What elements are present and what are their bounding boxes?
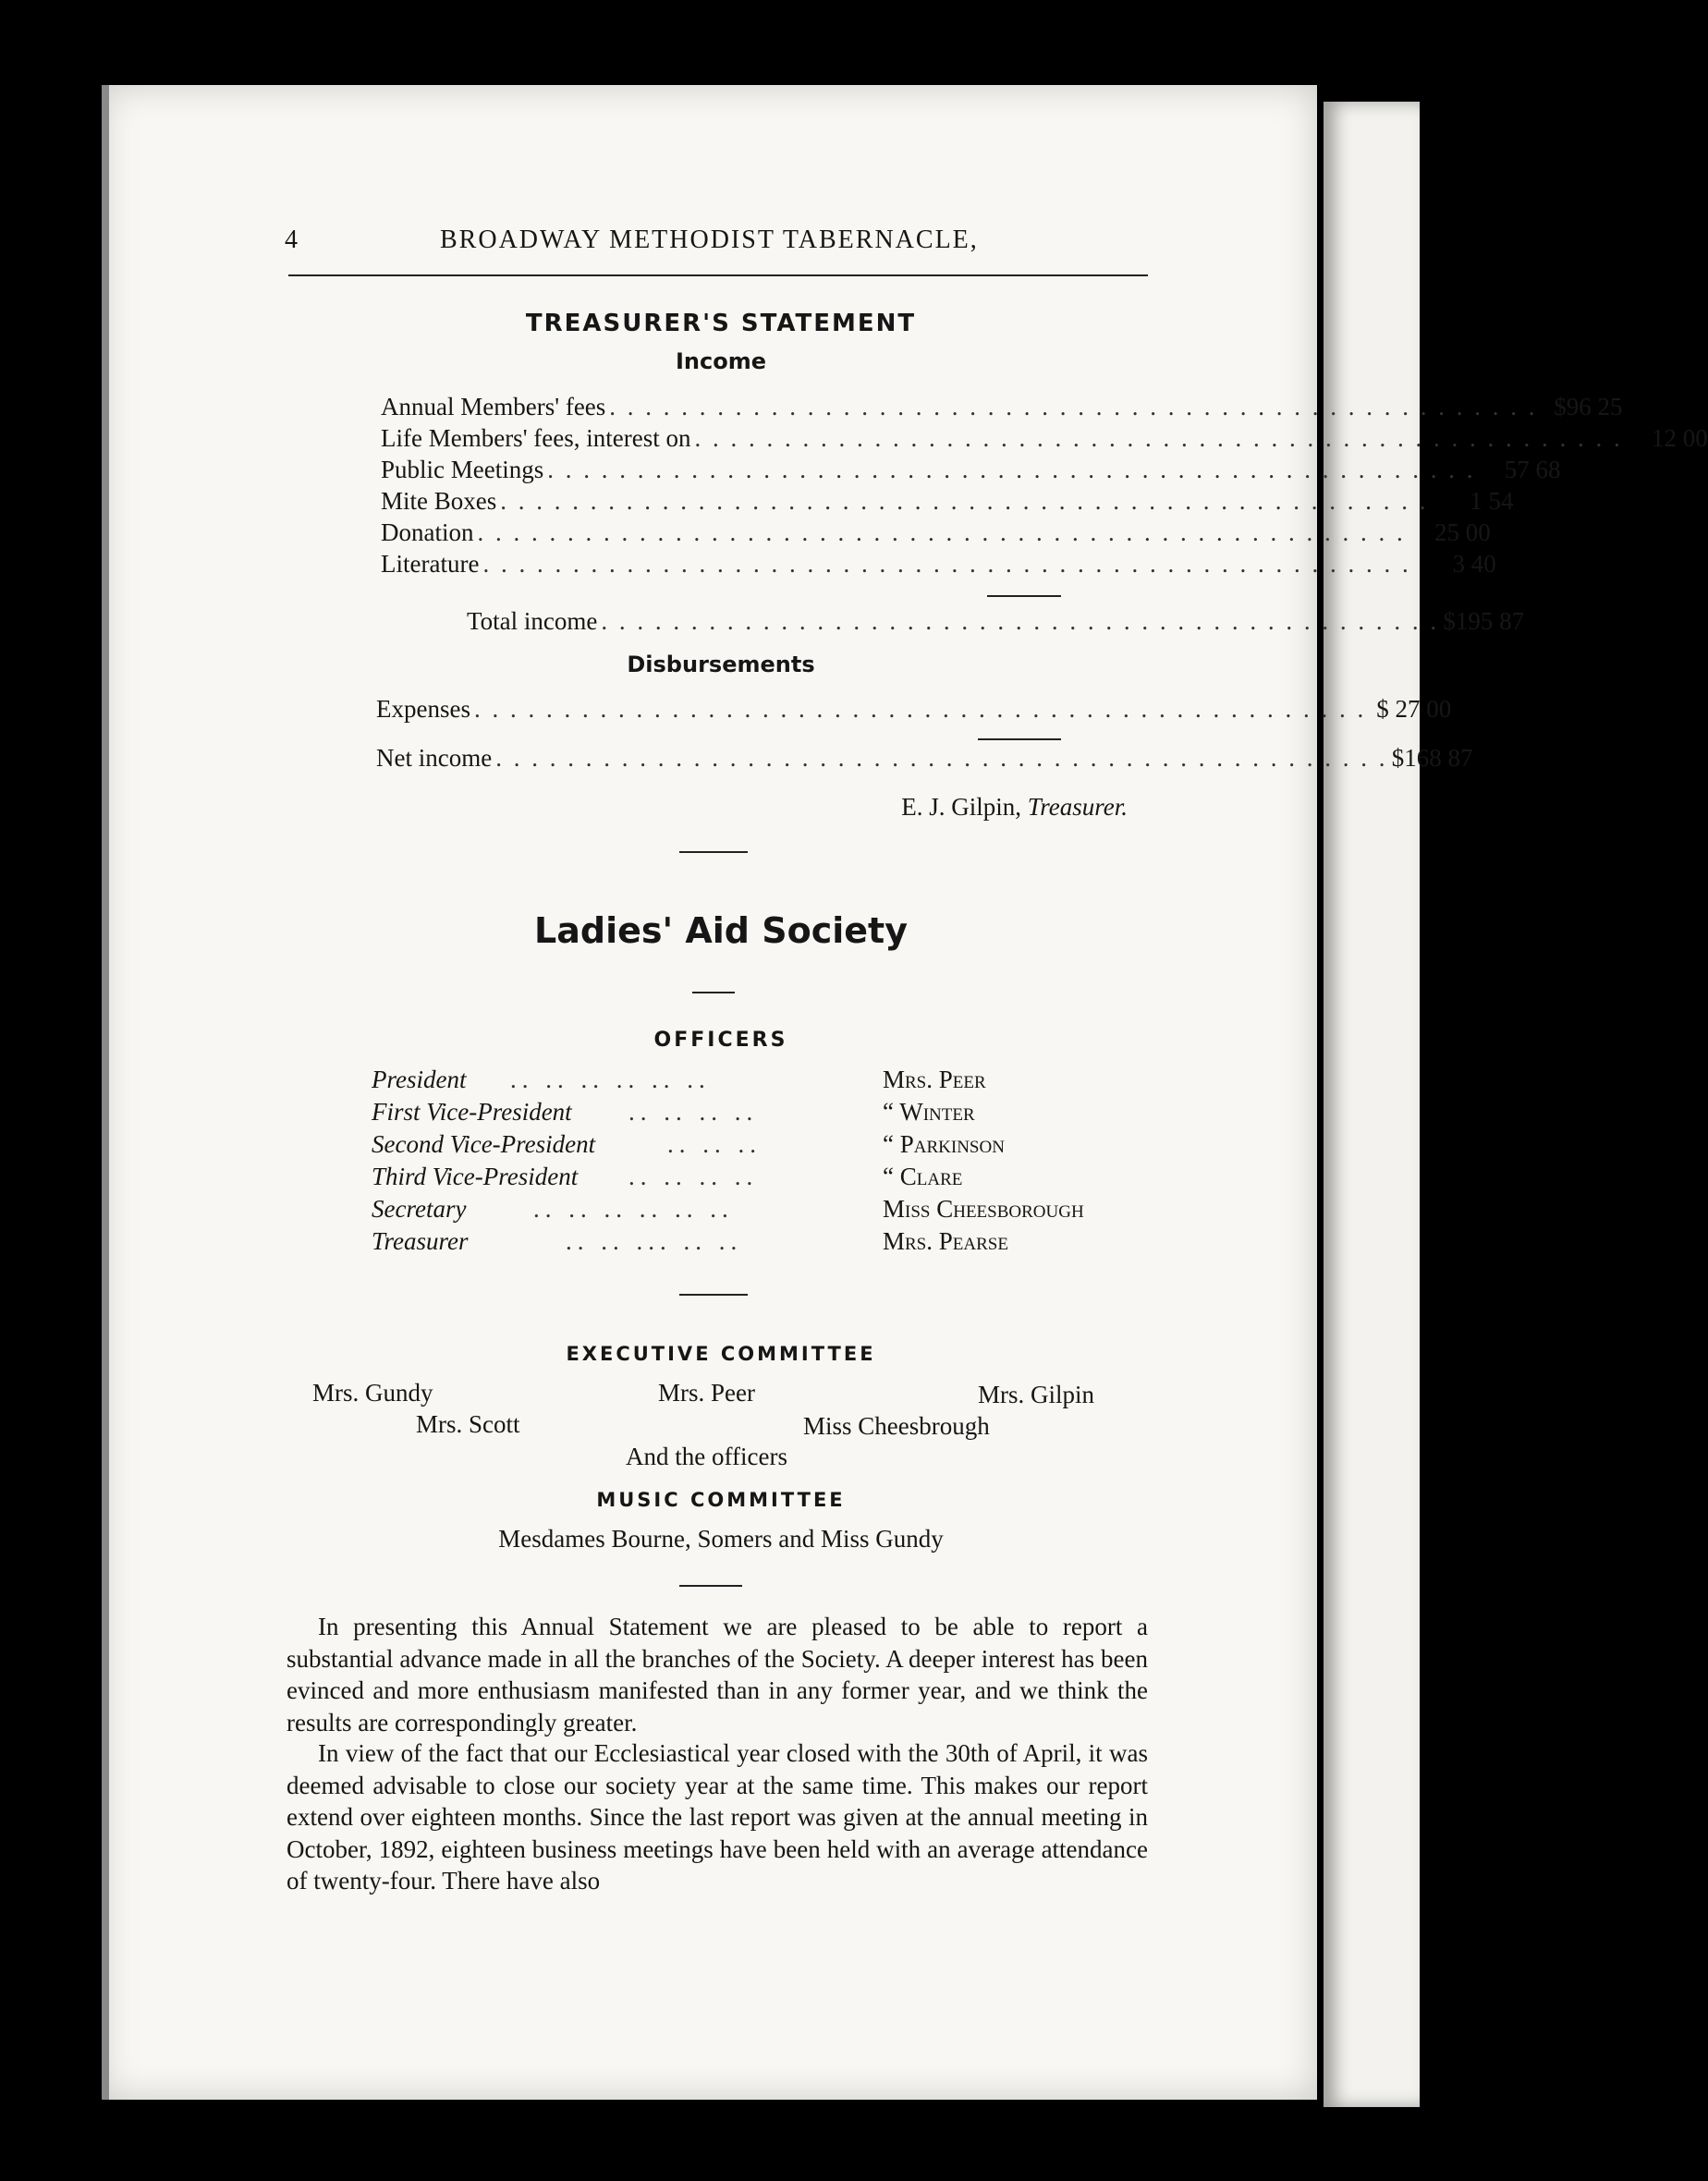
disbursements-heading: Disbursements — [627, 652, 815, 677]
music-committee-heading: MUSIC COMMITTEE — [596, 1489, 846, 1511]
officer-row — [372, 1195, 1129, 1228]
society-title: Ladies' Aid Society — [534, 910, 908, 951]
header-rule — [288, 274, 1148, 276]
section-divider — [679, 851, 748, 853]
page-number: 4 — [285, 225, 298, 254]
expenses-row — [376, 695, 1452, 726]
officer-row — [372, 1066, 1129, 1099]
ledger-label: Donation — [381, 518, 474, 546]
ledger-label: Expenses — [376, 695, 470, 723]
leader-dots: . . . . . . . . . . . . . . . . . . . . . . . . . . . . . . . . . . . . . . . . . . . . . . . . . . . . — [547, 456, 1476, 483]
ledger-row — [381, 424, 1708, 456]
sum-rule — [987, 595, 1061, 597]
committee-member: Mrs. Gundy — [312, 1379, 433, 1407]
treasurer-statement-title: TREASURER'S STATEMENT — [525, 310, 917, 337]
leader-dots: . . . . . . . . . . . . . . . . . . . . . . . . . . . . . . . . . . . . . . . . . . . . . . . . . . . . — [500, 487, 1429, 515]
officer-role: Third Vice-President — [372, 1163, 579, 1190]
section-divider — [679, 1294, 748, 1296]
sum-rule — [978, 738, 1061, 740]
leader-dots: .. .. .. .. — [628, 1163, 759, 1190]
leader-dots: .. .. ... .. .. — [566, 1227, 743, 1255]
ledger-row — [381, 393, 1623, 424]
signature-name: E. J. Gilpin, — [901, 793, 1021, 821]
officer-row — [372, 1227, 1129, 1261]
officer-role: First Vice-President — [372, 1098, 572, 1126]
ledger-label: Literature — [381, 550, 480, 578]
ledger-row — [381, 456, 1561, 487]
ledger-label: Life Members' fees, interest on — [381, 424, 691, 452]
running-head: BROADWAY METHODIST TABERNACLE, — [440, 225, 979, 254]
officer-row — [372, 1163, 1129, 1196]
officers-heading: OFFICERS — [653, 1029, 788, 1052]
officer-role: Second Vice-President — [372, 1130, 596, 1158]
ledger-label: Net income — [376, 744, 493, 772]
officer-name: “ Parkinson — [883, 1130, 1005, 1158]
leader-dots: . . . . . . . . . . . . . . . . . . . . . . . . . . . . . . . . . . . . . . . . . . . . . . . . . . . . — [482, 550, 1411, 578]
ledger-amount: 3 40 — [1452, 550, 1496, 578]
executive-committee-heading: EXECUTIVE COMMITTEE — [566, 1343, 876, 1365]
ledger-amount: 12 00 — [1652, 424, 1708, 452]
page-edge — [102, 85, 109, 2100]
committee-member: Miss Cheesbrough — [803, 1412, 990, 1440]
officer-name: Mrs. Pearse — [883, 1227, 1008, 1255]
leader-dots: . . . . . . . . . . . . . . . . . . . . . . . . . . . . . . . . . . . . . . . . . . . . . . . . . . . . — [694, 424, 1623, 452]
committee-member: Mrs. Gilpin — [978, 1381, 1095, 1408]
title-divider — [692, 992, 735, 993]
committee-note: And the officers — [626, 1443, 787, 1470]
signature-title: Treasurer. — [1027, 793, 1128, 821]
officer-name: “ Winter — [883, 1098, 975, 1126]
officer-name: Mrs. Peer — [883, 1066, 986, 1093]
ledger-row — [381, 550, 1496, 581]
ledger-label: Total income — [467, 607, 598, 635]
officer-role: President — [372, 1066, 467, 1093]
officer-name: Miss Cheesborough — [883, 1195, 1084, 1223]
ledger-label: Public Meetings — [381, 456, 544, 483]
officer-row — [372, 1130, 1129, 1164]
body-paragraph: In view of the fact that our Ecclesiastical year closed with the 30th of April, it was deemed advisable to close our society year at the same time. This makes our report extend over eighteen months. Since the last report was given at the annual meeting in October, 1892, eighteen business meetings have been held with an average attendance of twenty-four. There have also — [287, 1739, 1148, 1895]
ledger-amount: 25 00 — [1434, 518, 1491, 546]
ledger-label: Mite Boxes — [381, 487, 497, 515]
body-paragraph: In presenting this Annual Statement we are pleased to be able to report a substantial advance made in all the branches of the Society. A deeper interest has been evinced and more enthusiasm manifested than in any former year, and we think the results are correspondingly greater. — [287, 1613, 1148, 1736]
net-income-row — [376, 744, 1473, 775]
music-committee-members: Mesdames Bourne, Somers and Miss Gundy — [498, 1525, 944, 1553]
total-income-row — [467, 607, 1525, 639]
committee-member: Mrs. Scott — [416, 1410, 520, 1438]
leader-dots: . . . . . . . . . . . . . . . . . . . . . . . . . . . . . . . . . . . . . . . . . . . . . . . — [601, 607, 1440, 635]
ledger-amount: 57 68 — [1504, 456, 1561, 483]
ledger-amount: $168 87 — [1391, 744, 1473, 772]
ledger-row — [381, 518, 1491, 550]
leader-dots: .. .. .. — [667, 1130, 762, 1158]
ledger-label: Annual Members' fees — [381, 393, 606, 420]
ledger-amount: $96 25 — [1554, 393, 1623, 420]
committee-member: Mrs. Peer — [658, 1379, 755, 1407]
ledger-amount: $195 87 — [1443, 607, 1525, 635]
leader-dots: .. .. .. .. — [628, 1098, 759, 1126]
ledger-row — [381, 487, 1514, 518]
officer-role: Treasurer — [372, 1227, 469, 1255]
officer-name: “ Clare — [883, 1163, 963, 1190]
leader-dots: . . . . . . . . . . . . . . . . . . . . . . . . . . . . . . . . . . . . . . . . . . . . . . . . . . . . — [609, 393, 1538, 420]
ledger-amount: $ 27 00 — [1376, 695, 1452, 723]
officer-row — [372, 1098, 1129, 1131]
leader-dots: . . . . . . . . . . . . . . . . . . . . . . . . . . . . . . . . . . . . . . . . . . . . . . . . . . — [473, 695, 1367, 723]
leader-dots: .. .. .. .. .. .. — [533, 1195, 734, 1223]
officer-role: Secretary — [372, 1195, 467, 1223]
section-divider — [679, 1585, 742, 1587]
ledger-amount: 1 54 — [1470, 487, 1514, 515]
leader-dots: .. .. .. .. .. .. — [510, 1066, 711, 1093]
leader-dots: . . . . . . . . . . . . . . . . . . . . . . . . . . . . . . . . . . . . . . . . . . . . . . . . . . — [495, 744, 1388, 772]
leader-dots: . . . . . . . . . . . . . . . . . . . . . . . . . . . . . . . . . . . . . . . . . . . . . . . . . . . . — [477, 518, 1406, 546]
income-heading: Income — [675, 348, 766, 374]
treasurer-signature — [647, 793, 1128, 822]
